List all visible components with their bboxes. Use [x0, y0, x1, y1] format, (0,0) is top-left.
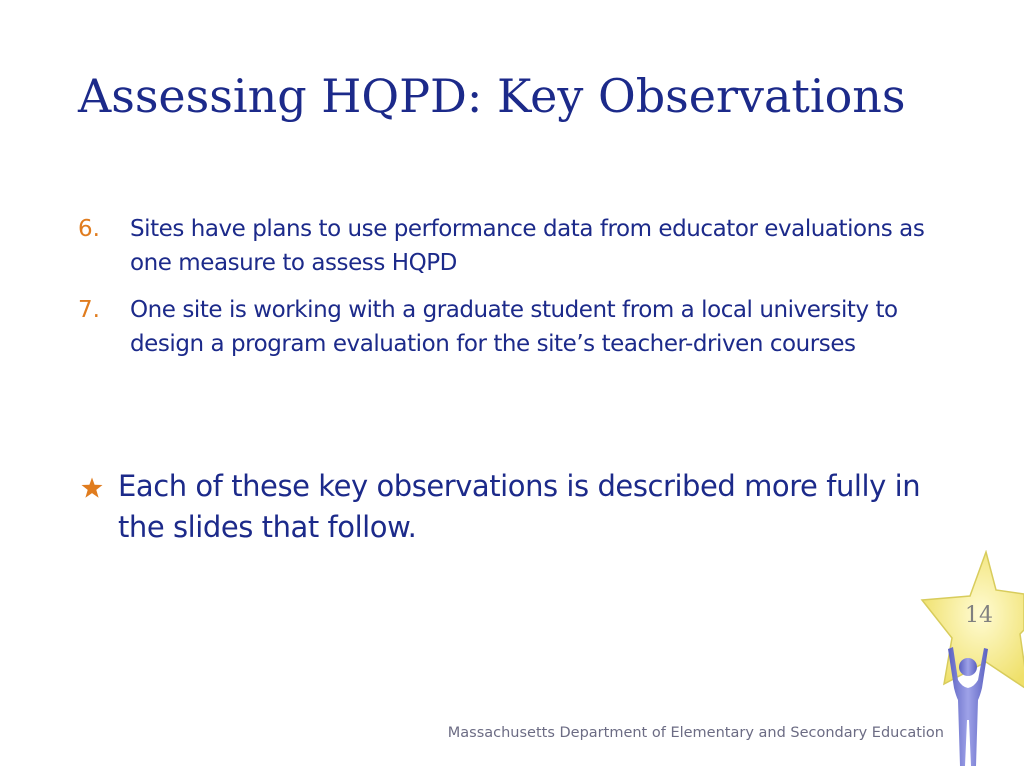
star-icon	[80, 476, 104, 500]
list-item-number: 6.	[78, 216, 100, 242]
star-bullet	[80, 466, 960, 548]
list-item-text: Sites have plans to use performance data from educator evaluations as one measure to assess HQPD	[130, 216, 925, 276]
list-item	[78, 212, 958, 280]
list-item	[78, 293, 958, 361]
list-item-number: 7.	[78, 297, 100, 323]
numbered-list	[78, 212, 958, 374]
star-bullet-text: Each of these key observations is described more fully in the slides that follow.	[118, 469, 921, 544]
footer-text: Massachusetts Department of Elementary and Secondary Education	[447, 725, 944, 741]
page-number: 14	[965, 603, 993, 628]
list-item-text: One site is working with a graduate student from a local university to design a program evaluation for the site’s teacher-driven courses	[130, 297, 898, 357]
slide-title: Assessing HQPD: Key Observations	[78, 69, 906, 123]
